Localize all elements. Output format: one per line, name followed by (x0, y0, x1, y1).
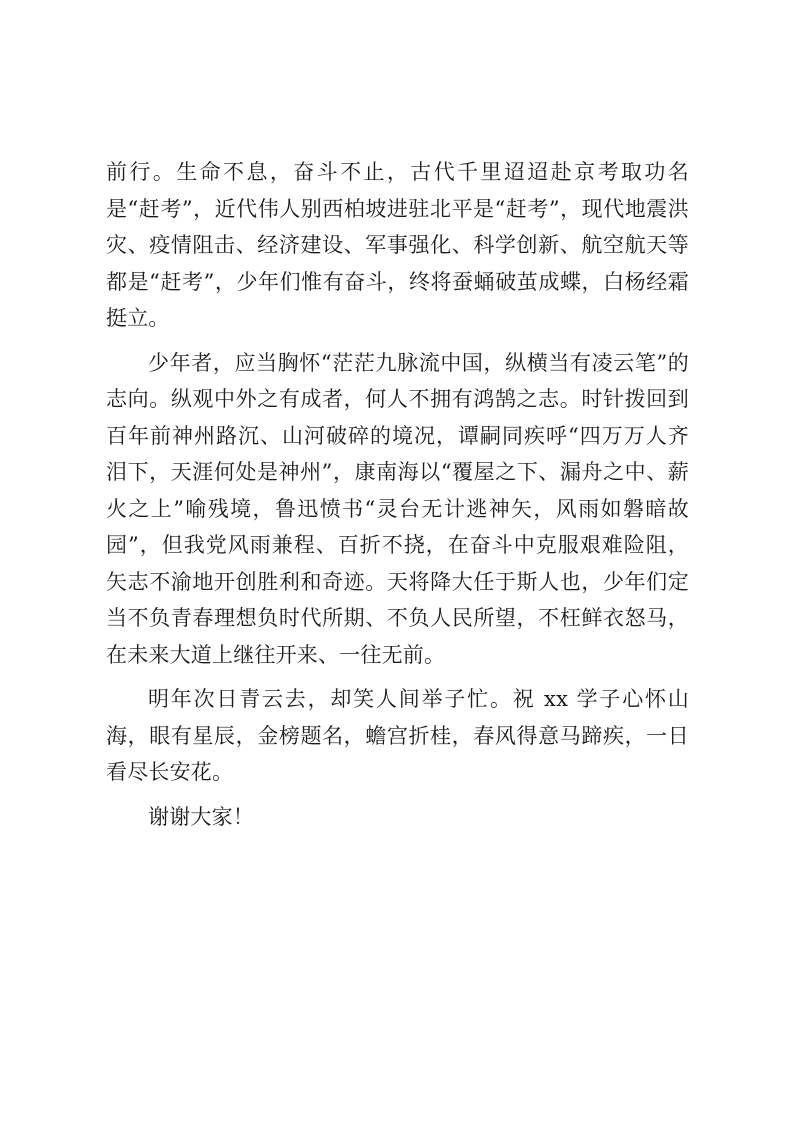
document-body (106, 154, 689, 843)
paragraph-continuation: 前行。生命不息，奋斗不止，古代千里迢迢赴京考取功名是“赶考”，近代伟人别西柏坡进驻北平是“赶考”，现代地震洪灾、疫情阻击、经济建设、军事强化、科学创新、航空航天等都是“赶考”，少年们惟有奋斗，终将蚕蛹破茧成蝶，白杨经霜挺立。 (106, 160, 689, 330)
paragraph-thanks: 谢谢大家！ (148, 804, 254, 829)
paragraph-blessing: 明年次日青云去，却笑人间举子忙。祝 xx 学子心怀山海，眼有星辰，金榜题名，蟾宫折桂，春风得意马蹄疾，一日看尽长安花。 (106, 687, 689, 784)
paragraph-youth-ambition: 少年者，应当胸怀“茫茫九脉流中国，纵横当有凌云笔”的志向。纵观中外之有成者，何人不拥有鸿鹄之志。时针拨回到百年前神州路沉、山河破碎的境况，谭嗣同疾呼“四万万人齐泪下，天涯何处是神州”，康南海以“覆屋之下、漏舟之中、薪火之上”喻残境，鲁迅愤书“灵台无计逃神矢，风雨如磐暗故园”，但我党风雨兼程、百折不挠，在奋斗中克服艰难险阻，矢志不渝地开创胜利和奇迹。天将降大任于斯人也，少年们定当不负青春理想负时代所期、不负人民所望，不枉鲜衣怒马，在未来大道上继往开来、一往无前。 (106, 350, 689, 667)
